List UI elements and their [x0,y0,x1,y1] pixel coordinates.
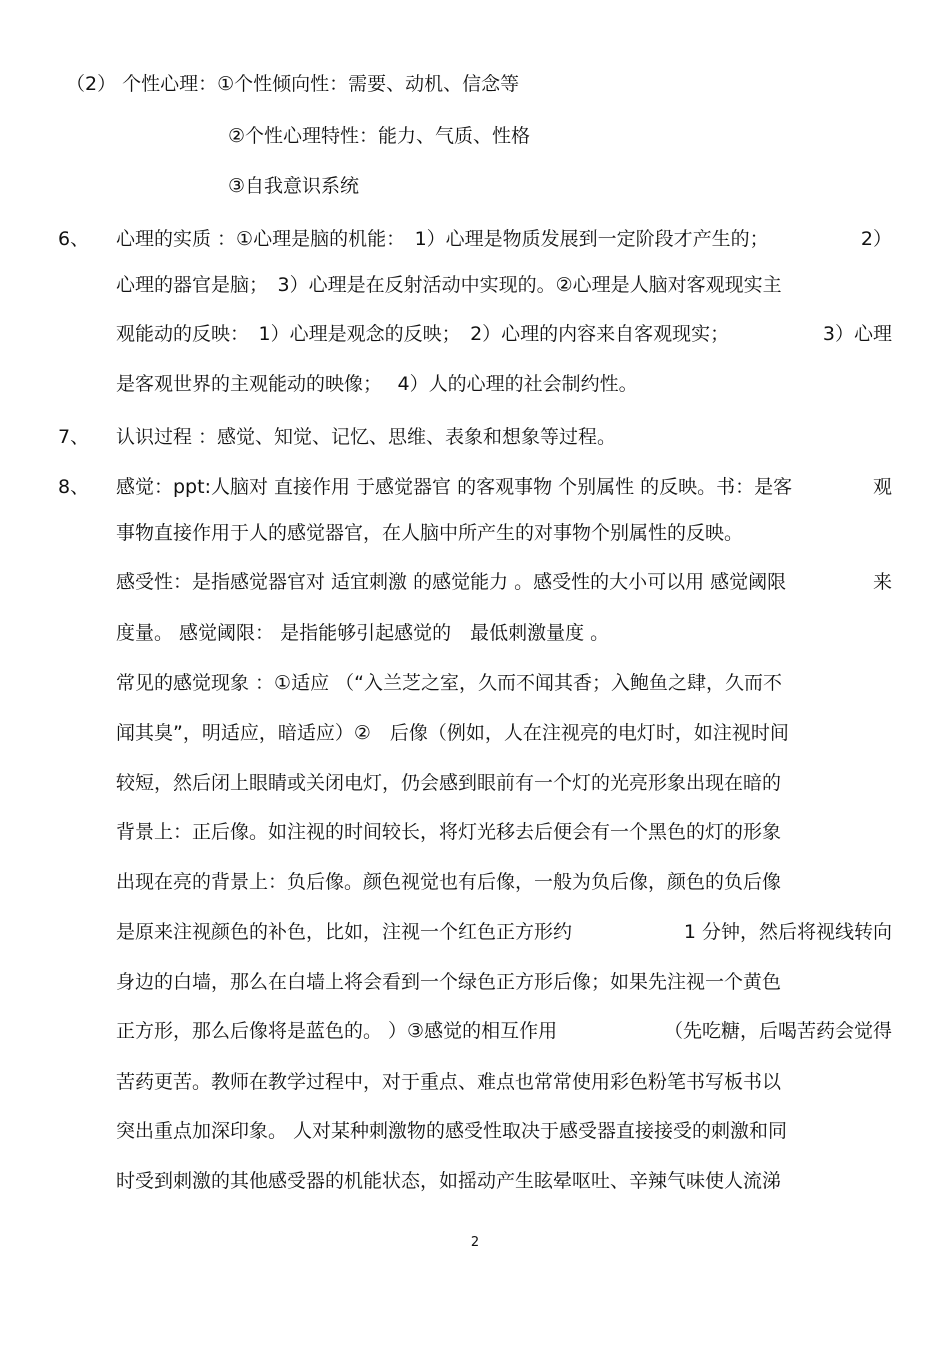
personality-line-2: ②个性心理特性：能力、气质、性格 [228,125,531,147]
item-8-line-1-main: 感觉：ppt:人脑对 直接作用 于感觉器官 的客观事物 个别属性 的反映。书：是客 [116,476,793,498]
item-8-line-14: 突出重点加深印象。 人对某种刺激物的感受性取决于感受器直接接受的刺激和同 [116,1120,788,1142]
item-8-line-9: 出现在亮的背景上：负后像。颜色视觉也有后像，一般为负后像，颜色的负后像 [116,871,782,893]
item-8-line-12-end: （先吃糖，后喝苦药会觉得 [663,1020,892,1042]
item-8-line-1-end: 观 [872,476,892,498]
item-6-line-1 [116,226,892,252]
item-6-line-4: 是客观世界的主观能动的映像； 4）人的心理的社会制约性。 [116,373,638,395]
item-6-line-3-end: 3）心理 [822,323,892,345]
item-8-line-13: 苦药更苦。教师在教学过程中，对于重点、难点也常常使用彩色粉笔书写板书以 [116,1071,782,1093]
item-6-line-3-main: 观能动的反映： 1）心理是观念的反映； 2）心理的内容来自客观现实； [116,323,730,345]
item-8-line-3 [116,569,892,595]
item-8-number: 8、 [58,476,90,498]
item-8-line-10-main: 是原来注视颜色的补色，比如，注视一个红色正方形约 [116,921,573,943]
item-8-line-15: 时受到刺激的其他感受器的机能状态，如摇动产生眩晕呕吐、辛辣气味使人流涕 [116,1170,782,1192]
item-8-line-2: 事物直接作用于人的感觉器官，在人脑中所产生的对事物个别属性的反映。 [116,522,744,544]
item-8-line-3-end: 来 [872,571,892,593]
item-6-line-3 [116,321,892,347]
item-7-number: 7、 [58,426,90,448]
item-8-line-12-main: 正方形，那么后像将是蓝色的。 ）③感觉的相互作用 [116,1020,558,1042]
item-8-line-6: 闻其臭”，明适应，暗适应）② 后像（例如，人在注视亮的电灯时，如注视时间 [116,722,789,744]
page-number: 2 [470,1235,480,1250]
item-8-line-5: 常见的感觉现象 ：①适应 （“入兰芝之室，久而不闻其香；入鲍鱼之肆，久而不 [116,672,782,694]
item-7-line-1: 认识过程 ：感觉、知觉、记忆、思维、表象和想象等过程。 [116,426,617,448]
personality-line-3: ③自我意识系统 [228,175,360,197]
item-8-line-10 [116,919,892,945]
item-6-line-2: 心理的器官是脑； 3）心理是在反射活动中实现的。②心理是人脑对客观现实主 [116,274,782,296]
item-6-line-1-end: 2） [860,228,892,250]
item-8-line-7: 较短，然后闭上眼睛或关闭电灯，仍会感到眼前有一个灯的光亮形象出现在暗的 [116,772,782,794]
personality-line-1: （2） 个性心理：①个性倾向性：需要、动机、信念等 [66,73,520,95]
item-8-line-12 [116,1018,892,1044]
item-8-line-10-end: 1 分钟，然后将视线转向 [683,921,892,943]
item-8-line-11: 身边的白墙，那么在白墙上将会看到一个绿色正方形后像；如果先注视一个黄色 [116,971,782,993]
item-6-line-1-main: 心理的实质 ：①心理是脑的机能： 1）心理是物质发展到一定阶段才产生的； [116,228,769,250]
item-8-line-3-main: 感受性：是指感觉器官对 适宜刺激 的感觉能力 。感受性的大小可以用 感觉阈限 [116,571,787,593]
item-8-line-1 [116,474,892,500]
item-8-line-4: 度量。 感觉阈限： 是指能够引起感觉的 最低刺激量度 。 [116,622,610,644]
item-8-line-8: 背景上：正后像。如注视的时间较长，将灯光移去后便会有一个黑色的灯的形象 [116,821,782,843]
item-6-number: 6、 [58,228,90,250]
